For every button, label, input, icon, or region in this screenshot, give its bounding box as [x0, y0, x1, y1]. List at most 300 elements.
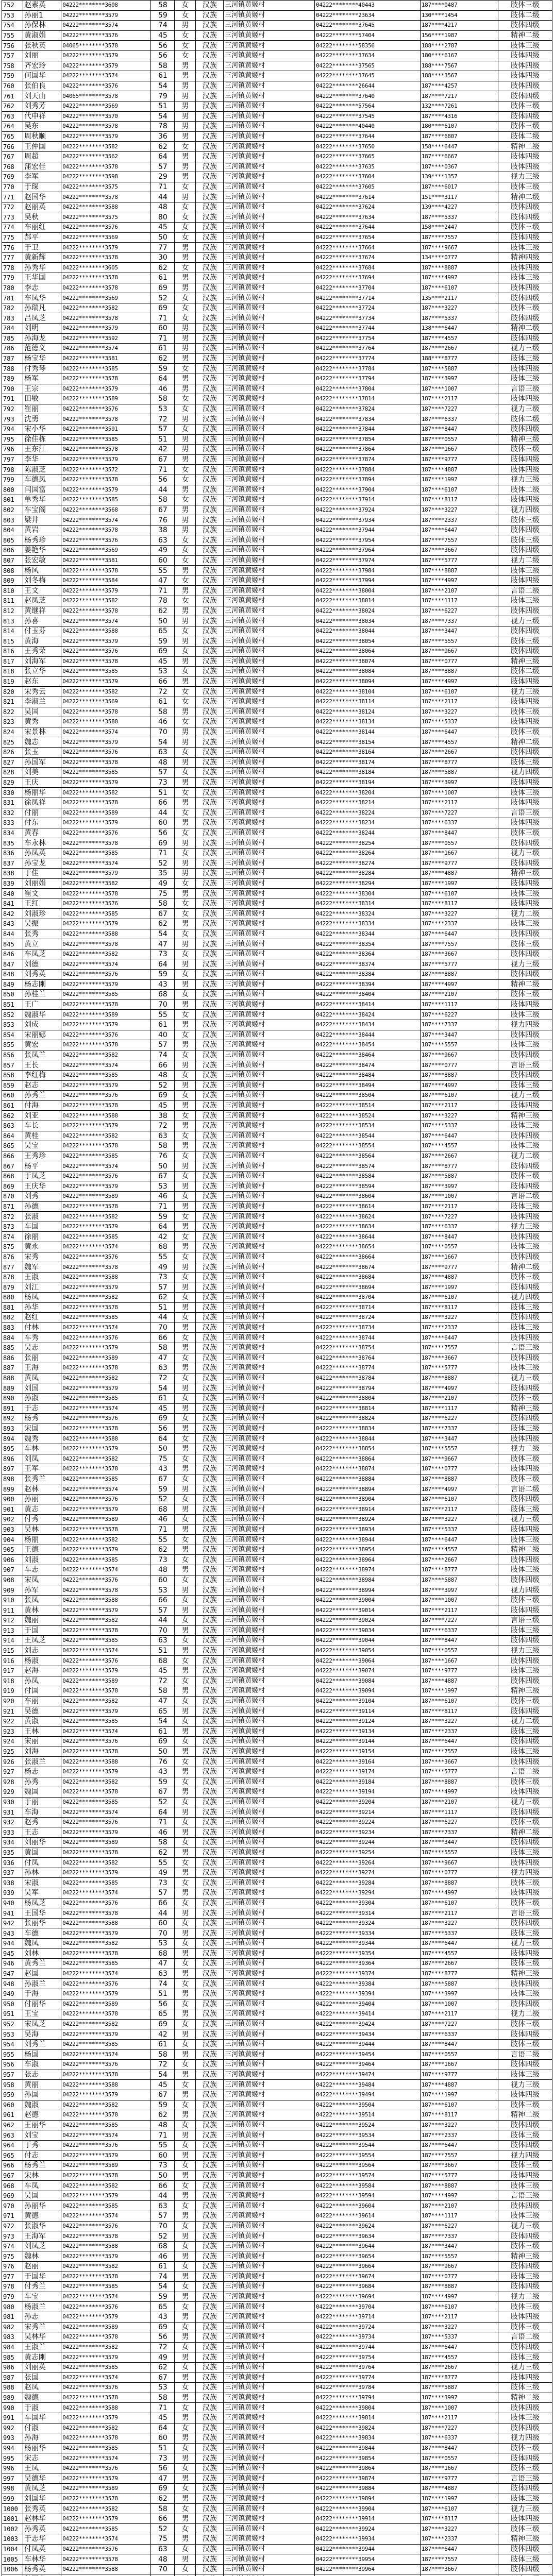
village: 三河镇黄姬村	[224, 1212, 315, 1222]
row-number: 926	[2, 1757, 23, 1767]
gender: 女	[175, 202, 196, 212]
village: 三河镇黄姬村	[224, 1969, 315, 1979]
table-row	[2, 2393, 552, 2403]
id-number: 04222********3578	[61, 1787, 151, 1798]
table-row	[2, 1515, 552, 1525]
village: 三河镇黄姬村	[224, 1616, 315, 1626]
person-name: 吴振	[23, 919, 61, 929]
village: 三河镇黄姬村	[224, 2251, 315, 2262]
phone-number: 187****6447	[420, 1737, 498, 1747]
disability-level: 视力三级	[498, 172, 552, 182]
disability-level: 肢体四级	[498, 626, 552, 636]
gender: 女	[175, 1979, 196, 1989]
disability-card-number: 04222********38714	[314, 1302, 420, 1313]
disability-level: 肢体四级	[498, 2282, 552, 2292]
gender: 女	[175, 1898, 196, 1908]
age: 69	[151, 647, 175, 657]
gender: 女	[175, 929, 196, 939]
phone-number: 187****0777	[420, 1868, 498, 1878]
row-number: 946	[2, 1959, 23, 1969]
ethnicity: 汉族	[196, 364, 224, 374]
row-number: 758	[2, 61, 23, 71]
table-row	[2, 1212, 552, 1222]
table-row	[2, 1020, 552, 1030]
id-number: 04222********3598	[61, 172, 151, 182]
gender: 男	[175, 1181, 196, 1192]
id-number: 04222********3582	[61, 2100, 151, 2110]
row-number: 910	[2, 1595, 23, 1605]
village: 三河镇黄姬村	[224, 1797, 315, 1807]
disability-card-number: 04222********39574	[314, 2171, 420, 2181]
ethnicity: 汉族	[196, 1616, 224, 1626]
disability-level: 肢体四级	[498, 1050, 552, 1060]
age: 57	[151, 1040, 175, 1050]
person-name: 黄志刚	[23, 2352, 61, 2363]
village: 三河镇黄姬村	[224, 2383, 315, 2393]
ethnicity: 汉族	[196, 122, 224, 132]
phone-number: 187****0557	[420, 2049, 498, 2060]
disability-level: 肢体三级	[498, 1272, 552, 1282]
phone-number: 187****0777	[420, 1060, 498, 1071]
table-row	[2, 465, 552, 475]
row-number: 960	[2, 2100, 23, 2110]
table-row	[2, 71, 552, 81]
disability-level: 肢体三级	[498, 223, 552, 233]
ethnicity: 汉族	[196, 1636, 224, 1646]
disability-level: 视力三级	[498, 2362, 552, 2372]
table-row	[2, 2352, 552, 2363]
row-number: 752	[2, 1, 23, 11]
village: 三河镇黄姬村	[224, 777, 315, 788]
person-name: 车凤	[23, 2181, 61, 2191]
person-name: 徐佳栋	[23, 434, 61, 445]
age: 74	[151, 1979, 175, 1989]
phone-number: 187****6447	[420, 2544, 498, 2554]
gender: 男	[175, 1302, 196, 1313]
phone-number: 187****1007	[420, 1595, 498, 1605]
disability-level: 精神三级	[498, 656, 552, 667]
disability-level: 精神三级	[498, 1403, 552, 1414]
disability-card-number: 04222********39734	[314, 2332, 420, 2343]
village: 三河镇黄姬村	[224, 1302, 315, 1313]
table-row	[2, 727, 552, 737]
village: 三河镇黄姬村	[224, 1979, 315, 1989]
row-number: 847	[2, 959, 23, 970]
gender: 女	[175, 1373, 196, 1383]
village: 三河镇黄姬村	[224, 2039, 315, 2049]
phone-number: 156****1987	[420, 30, 498, 41]
gender: 男	[175, 1807, 196, 1818]
ethnicity: 汉族	[196, 2322, 224, 2332]
person-name: 杨宝华	[23, 353, 61, 364]
age: 42	[151, 1232, 175, 1242]
phone-number: 187****8887	[420, 2282, 498, 2292]
gender: 男	[175, 858, 196, 869]
disability-card-number: 04222********38624	[314, 1212, 420, 1222]
id-number: 04222********3578	[61, 2070, 151, 2080]
disability-card-number: 04222********39954	[314, 2554, 420, 2565]
person-name: 刘秀	[23, 1192, 61, 1202]
village: 三河镇黄姬村	[224, 2029, 315, 2040]
village: 三河镇黄姬村	[224, 81, 315, 91]
age: 36	[151, 131, 175, 142]
disability-card-number: 04222********37984	[314, 566, 420, 576]
phone-number: 187****5777	[420, 2171, 498, 2181]
disability-level: 肢体四级	[498, 71, 552, 81]
village: 三河镇黄姬村	[224, 1423, 315, 1434]
age: 60	[151, 1918, 175, 1928]
disability-level: 肢体三级	[498, 757, 552, 768]
row-number: 947	[2, 1969, 23, 1979]
gender: 女	[175, 1676, 196, 1686]
id-number: 04222********3579	[61, 131, 151, 142]
table-row	[2, 2049, 552, 2060]
disability-level: 精神二级	[498, 1545, 552, 1555]
row-number: 836	[2, 848, 23, 858]
age: 63	[151, 1636, 175, 1646]
person-name: 付秀琴	[23, 364, 61, 374]
disability-card-number: 04222********38954	[314, 1545, 420, 1555]
disability-level: 肢体四级	[498, 1979, 552, 1989]
phone-number: 187****0367	[420, 162, 498, 172]
person-name: 杨凤	[23, 1293, 61, 1303]
disability-card-number: 04222********38384	[314, 970, 420, 980]
age: 52	[151, 1494, 175, 1504]
age: 62	[151, 142, 175, 152]
disability-level: 肢体四级	[498, 2171, 552, 2181]
id-number: 04222********3576	[61, 1575, 151, 1585]
id-number: 04222********3578	[61, 1747, 151, 1757]
ethnicity: 汉族	[196, 1948, 224, 1959]
ethnicity: 汉族	[196, 899, 224, 909]
row-number: 906	[2, 1555, 23, 1565]
disability-card-number: 04222********38744	[314, 1333, 420, 1343]
disability-level: 精神三级	[498, 2251, 552, 2262]
age: 59	[151, 10, 175, 21]
age: 45	[151, 656, 175, 667]
id-number: 04222********3588	[61, 2241, 151, 2251]
table-row	[2, 1393, 552, 1403]
table-row	[2, 606, 552, 616]
table-row	[2, 1696, 552, 1706]
age: 57	[151, 1605, 175, 1616]
ethnicity: 汉族	[196, 2302, 224, 2312]
row-number: 789	[2, 374, 23, 384]
age: 69	[151, 1737, 175, 1747]
person-name: 王德	[23, 1545, 61, 1555]
disability-card-number: 04222********38274	[314, 858, 420, 869]
disability-level: 肢体四级	[498, 293, 552, 303]
id-number: 04222********3582	[61, 1616, 151, 1626]
age: 59	[151, 636, 175, 647]
table-row	[2, 2473, 552, 2484]
village: 三河镇黄姬村	[224, 61, 315, 71]
phone-number: 187****2337	[420, 1323, 498, 1333]
row-number: 850	[2, 990, 23, 1000]
disability-level: 视力三级	[498, 1515, 552, 1525]
ethnicity: 汉族	[196, 303, 224, 313]
row-number: 839	[2, 878, 23, 889]
row-number: 827	[2, 757, 23, 768]
ethnicity: 汉族	[196, 353, 224, 364]
village: 三河镇黄姬村	[224, 182, 315, 192]
disability-level: 肢体四级	[498, 1181, 552, 1192]
disability-level: 肢体四级	[498, 364, 552, 374]
disability-level: 肢体三级	[498, 707, 552, 717]
ethnicity: 汉族	[196, 1373, 224, 1383]
ethnicity: 汉族	[196, 1787, 224, 1798]
table-row	[2, 1767, 552, 1777]
age: 40	[151, 1030, 175, 1040]
phone-number: 187****8777	[420, 2372, 498, 2383]
table-row	[2, 929, 552, 939]
age: 45	[151, 1403, 175, 1414]
age: 64	[151, 1807, 175, 1818]
row-number: 820	[2, 687, 23, 697]
ethnicity: 汉族	[196, 2362, 224, 2372]
disability-level: 肢体四级	[498, 999, 552, 1010]
gender: 男	[175, 2352, 196, 2363]
age: 38	[151, 525, 175, 535]
phone-number: 187****4887	[420, 869, 498, 879]
id-number: 04222********3579	[61, 777, 151, 788]
village: 三河镇黄姬村	[224, 1999, 315, 2009]
disability-card-number: 04222********39304	[314, 1898, 420, 1908]
id-number: 04222********3589	[61, 1192, 151, 1202]
row-number: 782	[2, 303, 23, 313]
village: 三河镇黄姬村	[224, 111, 315, 122]
table-row	[2, 1807, 552, 1818]
person-name: 黄凤芝	[23, 2484, 61, 2494]
disability-card-number: 04222********39774	[314, 2372, 420, 2383]
age: 68	[151, 2241, 175, 2251]
disability-card-number: 04222********39134	[314, 1726, 420, 1737]
disability-level: 肢体四级	[498, 1656, 552, 1666]
age: 57	[151, 1888, 175, 1899]
id-number: 04222********3579	[61, 1343, 151, 1353]
table-row	[2, 1353, 552, 1363]
gender: 男	[175, 656, 196, 667]
disability-level: 肢体三级	[498, 1201, 552, 1212]
id-number: 04222********3576	[61, 1091, 151, 1101]
table-row	[2, 394, 552, 404]
disability-level: 肢体四级	[498, 81, 552, 91]
disability-level: 肢体四级	[498, 333, 552, 344]
disability-card-number: 04222********39414	[314, 2009, 420, 2020]
gender: 女	[175, 2120, 196, 2130]
ethnicity: 汉族	[196, 232, 224, 243]
id-number: 04222********3582	[61, 788, 151, 798]
village: 三河镇黄姬村	[224, 1353, 315, 1363]
table-row	[2, 2524, 552, 2534]
id-number: 04222********3579	[61, 2090, 151, 2100]
disability-level: 肢体四级	[498, 1737, 552, 1747]
person-name: 刘凤芝	[23, 2241, 61, 2251]
age: 64	[151, 959, 175, 970]
person-name: 王仲国	[23, 142, 61, 152]
village: 三河镇黄姬村	[224, 555, 315, 566]
table-row	[2, 2039, 552, 2049]
phone-number: 187****2117	[420, 2312, 498, 2322]
id-number: 04222********3588	[61, 929, 151, 939]
village: 三河镇黄姬村	[224, 404, 315, 414]
gender: 男	[175, 1201, 196, 1212]
table-row	[2, 1666, 552, 1676]
phone-number: 187****9667	[420, 1454, 498, 1464]
age: 45	[151, 223, 175, 233]
age: 53	[151, 404, 175, 414]
disability-level: 肢体三级	[498, 2494, 552, 2504]
ethnicity: 汉族	[196, 2201, 224, 2211]
gender: 男	[175, 1605, 196, 1616]
gender: 女	[175, 1474, 196, 1484]
disability-level: 视力二级	[498, 2009, 552, 2020]
id-number: 04222********3574	[61, 1403, 151, 1414]
id-number: 04222********3585	[61, 2120, 151, 2130]
village: 三河镇黄姬村	[224, 2453, 315, 2464]
table-row	[2, 889, 552, 899]
row-number: 955	[2, 2049, 23, 2060]
disability-card-number: 04222********38964	[314, 1555, 420, 1565]
ethnicity: 汉族	[196, 798, 224, 808]
village: 三河镇黄姬村	[224, 2463, 315, 2473]
person-name: 赵林	[23, 1484, 61, 1495]
row-number: 781	[2, 293, 23, 303]
gender: 男	[175, 2372, 196, 2383]
row-number: 784	[2, 324, 23, 334]
table-row	[2, 1585, 552, 1596]
disability-card-number: 04222********37814	[314, 394, 420, 404]
gender: 男	[175, 1969, 196, 1979]
disability-level: 精神四级	[498, 252, 552, 263]
phone-number: 187****1667	[420, 1656, 498, 1666]
table-row	[2, 1908, 552, 1919]
disability-card-number: 04222********37944	[314, 525, 420, 535]
person-name: 刘凤	[23, 1454, 61, 1464]
row-number: 857	[2, 1060, 23, 1071]
table-row	[2, 50, 552, 61]
phone-number: 187****7227	[420, 808, 498, 818]
phone-number: 187****0487	[420, 1, 498, 11]
village: 三河镇黄姬村	[224, 2312, 315, 2322]
village: 三河镇黄姬村	[224, 1656, 315, 1666]
gender: 女	[175, 1131, 196, 1141]
row-number: 886	[2, 1353, 23, 1363]
gender: 男	[175, 1888, 196, 1899]
ethnicity: 汉族	[196, 878, 224, 889]
person-name: 黄新辉	[23, 252, 61, 263]
gender: 男	[175, 1363, 196, 1374]
disability-card-number: 04222********38654	[314, 1242, 420, 1252]
age: 75	[151, 1454, 175, 1464]
table-row	[2, 656, 552, 667]
disability-level: 视力三级	[498, 1222, 552, 1232]
gender: 男	[175, 1040, 196, 1050]
phone-number: 187****1997	[420, 2494, 498, 2504]
row-number: 804	[2, 525, 23, 535]
disability-card-number: 04222********38504	[314, 1091, 420, 1101]
disability-level: 肢体四级	[498, 1888, 552, 1899]
person-name: 车丽	[23, 1696, 61, 1706]
row-number: 904	[2, 1535, 23, 1545]
disability-card-number: 04222********38434	[314, 1020, 420, 1030]
phone-number: 187****7557	[420, 2554, 498, 2565]
phone-number: 187****4557	[420, 2352, 498, 2363]
age: 44	[151, 1616, 175, 1626]
phone-number: 187****8447	[420, 828, 498, 838]
table-row	[2, 970, 552, 980]
phone-number: 187****4997	[420, 1383, 498, 1394]
id-number: 04222********3576	[61, 1979, 151, 1989]
age: 49	[151, 2352, 175, 2363]
id-number: 04222********3578	[61, 313, 151, 324]
gender: 女	[175, 1393, 196, 1403]
phone-number: 187****5777	[420, 1363, 498, 1374]
row-number: 969	[2, 2191, 23, 2201]
disability-card-number: 04222********39654	[314, 2251, 420, 2262]
village: 三河镇黄姬村	[224, 2322, 315, 2332]
disability-card-number: 04222********39794	[314, 2393, 420, 2403]
row-number: 963	[2, 2130, 23, 2141]
phone-number: 187****5887	[420, 364, 498, 374]
disability-card-number: 04222********39354	[314, 1948, 420, 1959]
ethnicity: 汉族	[196, 828, 224, 838]
person-name: 孙秀	[23, 1777, 61, 1787]
gender: 女	[175, 232, 196, 243]
age: 55	[151, 2140, 175, 2150]
phone-number: 187****0557	[420, 1646, 498, 1656]
phone-number: 187****2117	[420, 1908, 498, 1919]
id-number: 04222********3582	[61, 2181, 151, 2191]
row-number: 812	[2, 606, 23, 616]
row-number: 776	[2, 243, 23, 253]
person-name: 吴海	[23, 2029, 61, 2040]
age: 61	[151, 71, 175, 81]
id-number: 04222********3576	[61, 828, 151, 838]
village: 三河镇黄姬村	[224, 50, 315, 61]
village: 三河镇黄姬村	[224, 414, 315, 425]
gender: 男	[175, 2191, 196, 2201]
id-number: 04222********3579	[61, 2473, 151, 2484]
disability-card-number: 04222********38894	[314, 1484, 420, 1495]
phone-number: 135****2117	[420, 293, 498, 303]
disability-level: 肢体四级	[498, 1161, 552, 1172]
id-number: 04222********3579	[61, 1222, 151, 1232]
disability-level: 视力四级	[498, 1585, 552, 1596]
disability-level: 视力四级	[498, 1293, 552, 1303]
gender: 女	[175, 1595, 196, 1605]
id-number: 04222********3576	[61, 647, 151, 657]
village: 三河镇黄姬村	[224, 2393, 315, 2403]
disability-level: 肢体三级	[498, 1302, 552, 1313]
disability-level: 肢体四级	[498, 2312, 552, 2322]
age: 66	[151, 2181, 175, 2191]
gender: 男	[175, 1545, 196, 1555]
ethnicity: 汉族	[196, 10, 224, 21]
age: 57	[151, 1282, 175, 1293]
id-number: 04222********3574	[61, 1565, 151, 1575]
disability-level: 肢体三级	[498, 1080, 552, 1091]
disability-level: 肢体四级	[498, 1524, 552, 1535]
age: 71	[151, 1524, 175, 1535]
gender: 男	[175, 1989, 196, 1999]
id-number: 04222********3578	[61, 525, 151, 535]
disability-card-number: 04222********38014	[314, 596, 420, 606]
disability-card-number: 04222********38154	[314, 737, 420, 748]
table-row	[2, 2080, 552, 2090]
phone-number: 188****3567	[420, 71, 498, 81]
disability-level: 肢体四级	[498, 2423, 552, 2433]
